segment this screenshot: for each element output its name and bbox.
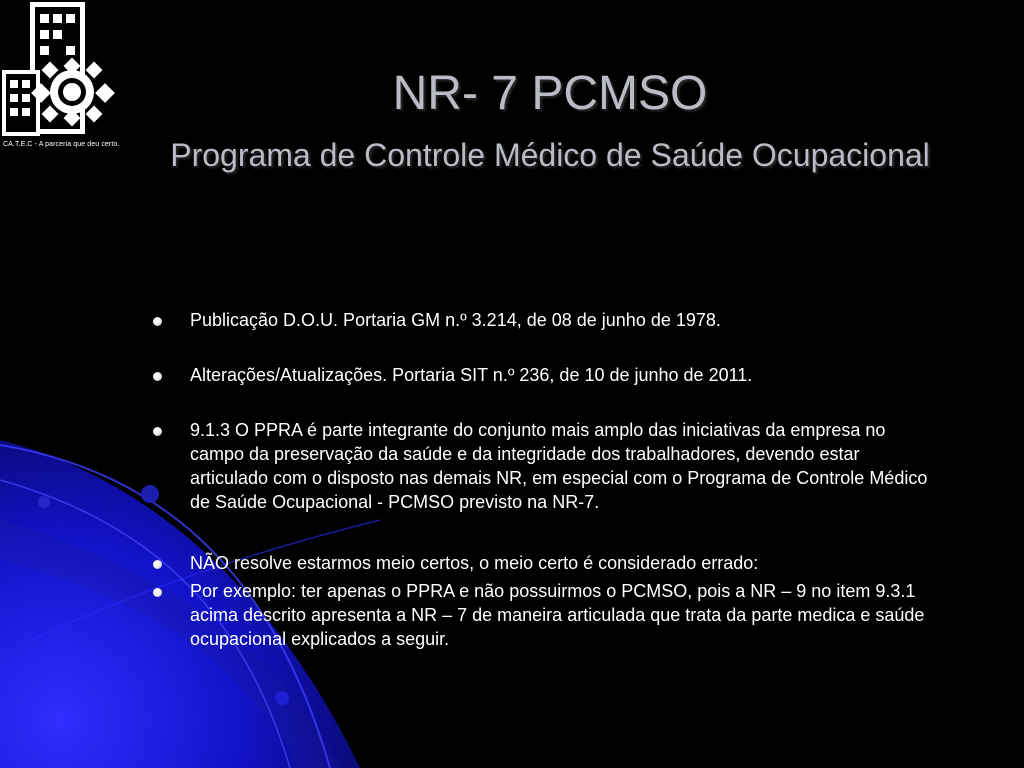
bullet-text: 9.1.3 O PPRA é parte integrante do conjunto mais amplo das iniciativas da empresa no campo da preservação da saúde e da integridade dos trabalhadores, devendo estar articulado com o disposto nas demais NR, em especial com o Programa de Controle Médico de Saúde Ocupacional - PCMSO previsto na NR-7. <box>190 420 928 512</box>
bullet-item <box>150 418 930 514</box>
slide-title: NR- 7 PCMSO <box>392 67 708 120</box>
bullet-text: Publicação D.O.U. Portaria GM n.º 3.214, de 08 de junho de 1978. <box>190 310 721 330</box>
logo-mark-icon <box>0 0 130 140</box>
bullet-icon <box>153 317 162 326</box>
bullet-list <box>150 308 930 651</box>
slide-subtitle: Programa de Controle Médico de Saúde Ocupacional <box>170 137 930 173</box>
bullet-item <box>150 308 930 332</box>
bullet-icon <box>153 588 162 597</box>
bullet-icon <box>153 560 162 569</box>
swoosh-dot-2 <box>38 496 50 508</box>
bullet-item <box>150 551 930 575</box>
bullet-text: Alterações/Atualizações. Portaria SIT n.º 236, de 10 de junho de 2011. <box>190 365 753 385</box>
swoosh-dot-3 <box>275 691 289 705</box>
company-logo <box>0 0 130 150</box>
bullet-text: Por exemplo: ter apenas o PPRA e não possuirmos o PCMSO, pois a NR – 9 no item 9.3.1 acima descrito apresenta a NR – 7 de maneira articulada que trata da parte medica e saúde ocupacional explicados a seguir. <box>190 581 925 649</box>
logo-caption: CA.T.E.C - A parceria que deu certo. <box>3 141 120 148</box>
bullet-item <box>150 363 930 387</box>
bullet-text: NÃO resolve estarmos meio certos, o meio certo é considerado errado: <box>190 553 759 573</box>
bullet-item <box>150 579 930 651</box>
bullet-icon <box>153 372 162 381</box>
bullet-icon <box>153 427 162 436</box>
